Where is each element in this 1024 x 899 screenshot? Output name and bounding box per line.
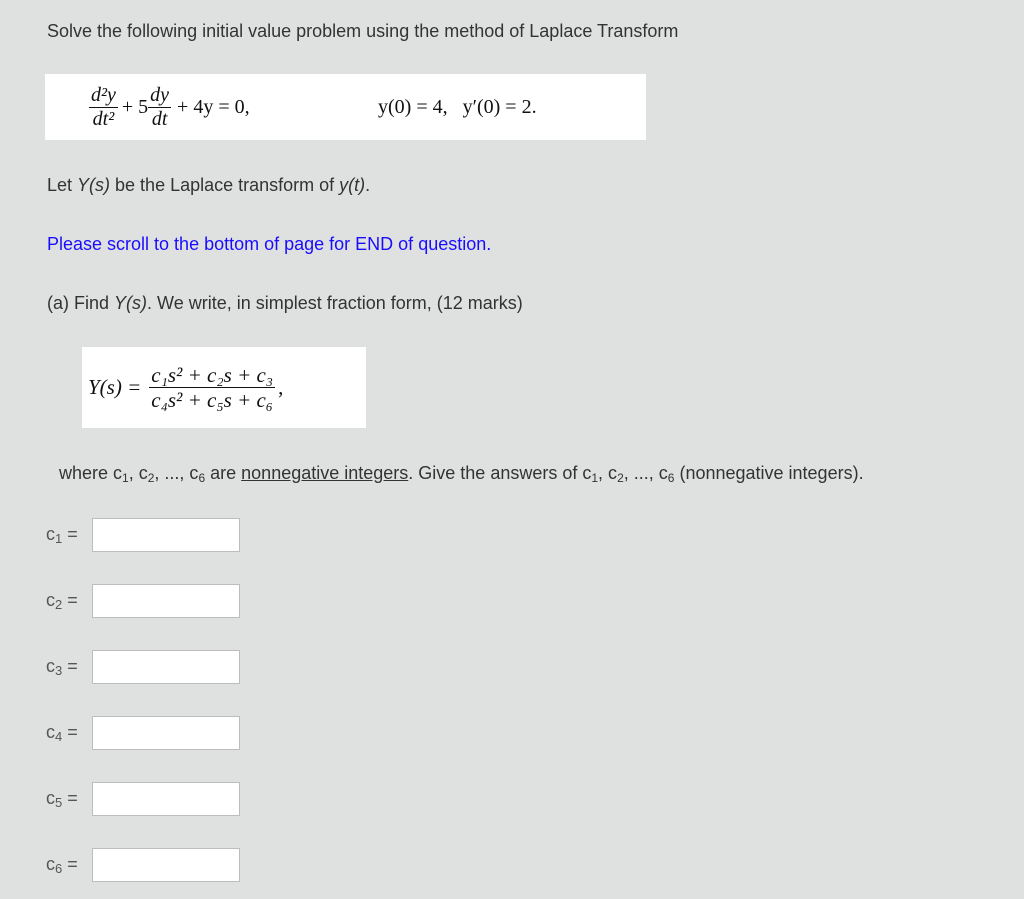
let-statement: Let Y(s) be the Laplace transform of y(t). — [47, 175, 371, 195]
intro-text: Solve the following initial value problem using the method of Laplace Transform — [47, 21, 679, 41]
answer-row-c2 — [46, 584, 240, 618]
answer-row-c4 — [46, 716, 240, 750]
formula-lhs: Y(s) = — [88, 375, 142, 399]
answer-label-c6: $c_6$ = — [46, 854, 78, 876]
d2y-numerator: d²y — [91, 83, 116, 106]
answer-label-c4: $c_4$ = — [46, 722, 78, 744]
where-statement: where $c_1$, $c_2$, ..., $c_6$ are nonnegative integers. Give the answers of $c_1$, $c_2$, ..., $c_6$ (nonnegative integers). — [59, 463, 864, 485]
answer-input-c4[interactable] — [92, 716, 240, 750]
answer-input-c3[interactable] — [92, 650, 240, 684]
formula-denominator: c₄s² + c₅s + c₆ — [151, 388, 274, 412]
answer-label-c2: $c_2$ = — [46, 590, 78, 612]
answer-row-c5 — [46, 782, 240, 816]
first-derivative-fraction — [148, 85, 171, 130]
answer-input-c6[interactable] — [92, 848, 240, 882]
initial-conditions: y(0) = 4, y′(0) = 2. — [378, 96, 537, 118]
formula-numerator: c₁s² + c₂s + c₃ — [151, 362, 274, 387]
answer-label-c3: $c_3$ = — [46, 656, 78, 678]
dy-numerator: dy — [150, 83, 170, 106]
ode-remainder: + 4y = 0, — [177, 95, 250, 118]
answer-input-c2[interactable] — [92, 584, 240, 618]
d2y-denominator: dt² — [92, 107, 115, 130]
answer-input-c5[interactable] — [92, 782, 240, 816]
answer-row-c6 — [46, 848, 240, 882]
second-derivative-fraction — [89, 85, 118, 130]
scroll-notice: Please scroll to the bottom of page for END of question. — [47, 234, 492, 254]
nonnegative-integers-underlined: nonnegative integers — [241, 463, 409, 483]
answer-label-c5: $c_5$ = — [46, 788, 78, 810]
formula-box — [82, 347, 366, 428]
ode-left-side — [89, 77, 250, 137]
ode-equation-box — [45, 74, 646, 140]
formula-fraction — [149, 364, 275, 411]
plus-five: + 5 — [121, 95, 149, 118]
answer-label-c1: $c_1$ = — [46, 524, 78, 546]
part-a-question: (a) Find Y(s). We write, in simplest fraction form, (12 marks) — [47, 293, 523, 313]
dy-denominator: dt — [151, 107, 168, 130]
answer-row-c3 — [46, 650, 240, 684]
formula-expression: Y(s) = $\frac{\text{c₁s² + c₂s + c₃}}{\text{c₄s² + c₅s + c₆}}$ , — [88, 362, 284, 412]
answer-row-c1 — [46, 518, 240, 552]
answer-input-c1[interactable] — [92, 518, 240, 552]
